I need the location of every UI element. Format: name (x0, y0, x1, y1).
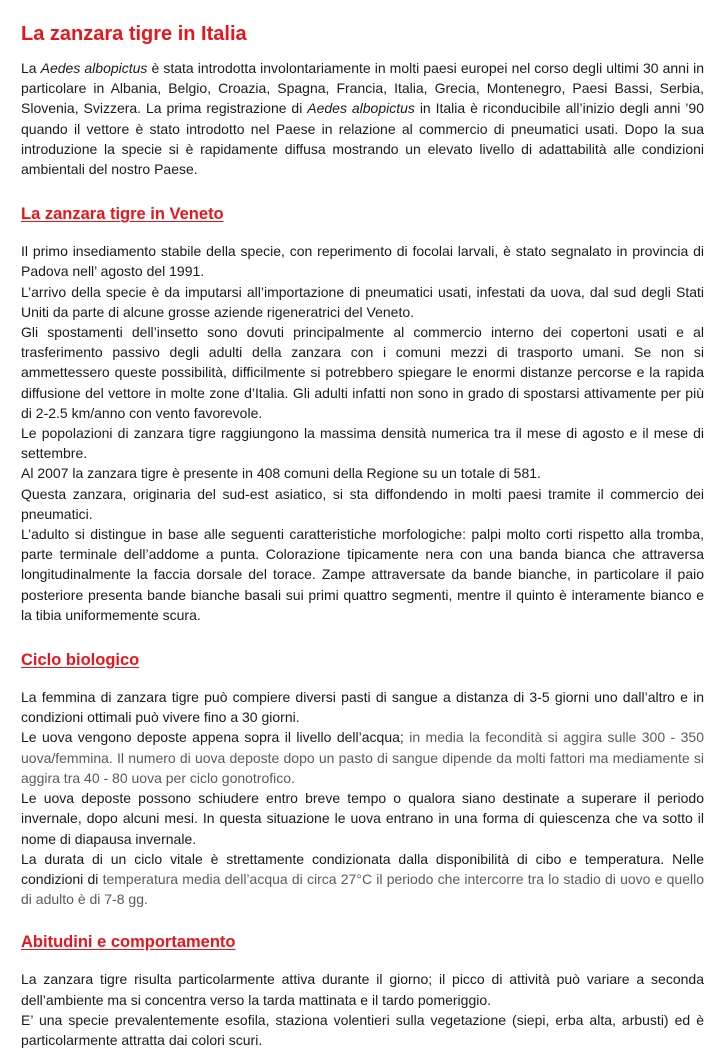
intro-text-3: in Italia è riconducibile all’inizio degli anni ’90 quando il vettore è stato introdotto nel Paese in relazione al commercio di pneumatici usati. Dopo la sua introduzione la specie si è rapidamente diffusa mostrando un elevato livello di adattabilità alle condizioni ambientali del nostro Paese. (21, 100, 704, 178)
paragraph: La zanzara tigre risulta particolarmente attiva durante il giorno; il picco di attività può variare a seconda dell’ambiente ma si concentra verso la tarda mattinata e il tardo pomeriggio. (21, 971, 704, 1008)
paragraph: Gli spostamenti dell’insetto sono dovuti principalmente al commercio interno dei copertoni usati e al trasferimento passivo degli adulti della zanzara con i comuni mezzi di trasporto umani. Se non si ammettessero queste possibilità, difficilmente si potrebbero spiegare le enormi distanze percorse e la rapida diffusione del vettore in molte zone d’Italia. Gli adulti infatti non sono in grado di spostarsi attivamente per più di 2-2.5 km/anno con vento favorevole. (21, 324, 704, 421)
section-heading-ciclo-biologico: Ciclo biologico (21, 651, 140, 670)
paragraph: Le uova deposte possono schiudere entro breve tempo o qualora siano destinate a superare il periodo invernale, dopo alcuni mesi. In questa situazione le uova entrano in una forma di quiescenza che va sotto il nome di diapausa invernale. (21, 790, 704, 847)
section-heading-abitudini: Abitudini e comportamento (21, 933, 236, 952)
paragraph: Al 2007 la zanzara tigre è presente in 408 comuni della Regione su un totale di 581. (21, 465, 541, 482)
paragraph-text: La durata di un ciclo vitale è strettamente condizionata dalla disponibilità di cibo e temperatura. Nelle condizioni di (21, 850, 704, 887)
document-page (21, 22, 704, 1050)
paragraph: Le popolazioni di zanzara tigre raggiungono la massima densità numerica tra il mese di agosto e il mese di settembre. (21, 425, 704, 462)
paragraph (21, 727, 704, 788)
section-body-abitudini (21, 969, 704, 1050)
paragraph: L’adulto si distingue in base alle seguenti caratteristiche morfologiche: palpi molto corti rispetto alla tromba, parte terminale dell’addome a punta. Colorazione tipicamente nera con una banda bianca che attraversa longitudinalmente la faccia dorsale del torace. Zampe attraversate da bande bianche, in particolare il paio posteriore presenta bande bianche basali sui primi quattro segmenti, mentre il quinto è interamente bianco e la tibia uniformemente scura. (21, 526, 704, 623)
paragraph-text-grey: in media la fecondità si aggira sulle 300 - 350 uova/femmina. Il numero di uova deposte dopo un pasto di sangue dipende da molti fattori ma mediamente si aggira tra 40 - 80 uova per ciclo gonotrofico. (21, 729, 704, 786)
paragraph: E’ una specie prevalentemente esofila, staziona volentieri sulla vegetazione (siepi, erba alta, arbusti) ed è particolarmente attratta dai colori scuri. (21, 1011, 704, 1048)
paragraph (21, 849, 704, 910)
species-name: Aedes albopictus (40, 60, 148, 76)
intro-paragraph (21, 58, 704, 179)
section-heading-veneto: La zanzara tigre in Veneto (21, 205, 224, 224)
page-title: La zanzara tigre in Italia (21, 23, 247, 45)
paragraph-text-grey: temperatura media dell’acqua di circa 27°C il periodo che intercorre tra lo stadio di uovo e quello di adulto è di 7-8 gg. (21, 870, 705, 908)
paragraph: Questa zanzara, originaria del sud-est asiatico, si sta diffondendo in molti paesi tramite il commercio dei pneumatici. (21, 485, 704, 522)
section-body-veneto (21, 241, 704, 625)
paragraph-text: Le uova vengono deposte appena sopra il livello dell’acqua; (21, 729, 410, 746)
intro-text-1: La (21, 60, 41, 76)
species-name: Aedes albopictus (307, 100, 415, 117)
section-body-ciclo-biologico (21, 687, 704, 909)
paragraph: Il primo insediamento stabile della specie, con reperimento di focolai larvali, è stato segnalato in provincia di Padova nell’ agosto del 1991. (21, 243, 704, 280)
intro-text-2: è stata introdotta involontariamente in molti paesi europei nel corso degli ultimi 30 anni in particolare in Albania, Belgio, Croazia, Spagna, Francia, Italia, Grecia, Montenegro, Paesi Bassi, Serbia, Slovenia, Svizzera. La prima registrazione di (21, 60, 704, 117)
paragraph: L’arrivo della specie è da imputarsi all’importazione di pneumatici usati, infestati da uova, dal sud degli Stati Uniti da parte di alcune grosse aziende rigeneratrici del Veneto. (21, 283, 704, 320)
paragraph: La femmina di zanzara tigre può compiere diversi pasti di sangue a distanza di 3-5 giorni uno dall’altro e in condizioni ottimali può vivere fino a 30 giorni. (21, 689, 704, 726)
